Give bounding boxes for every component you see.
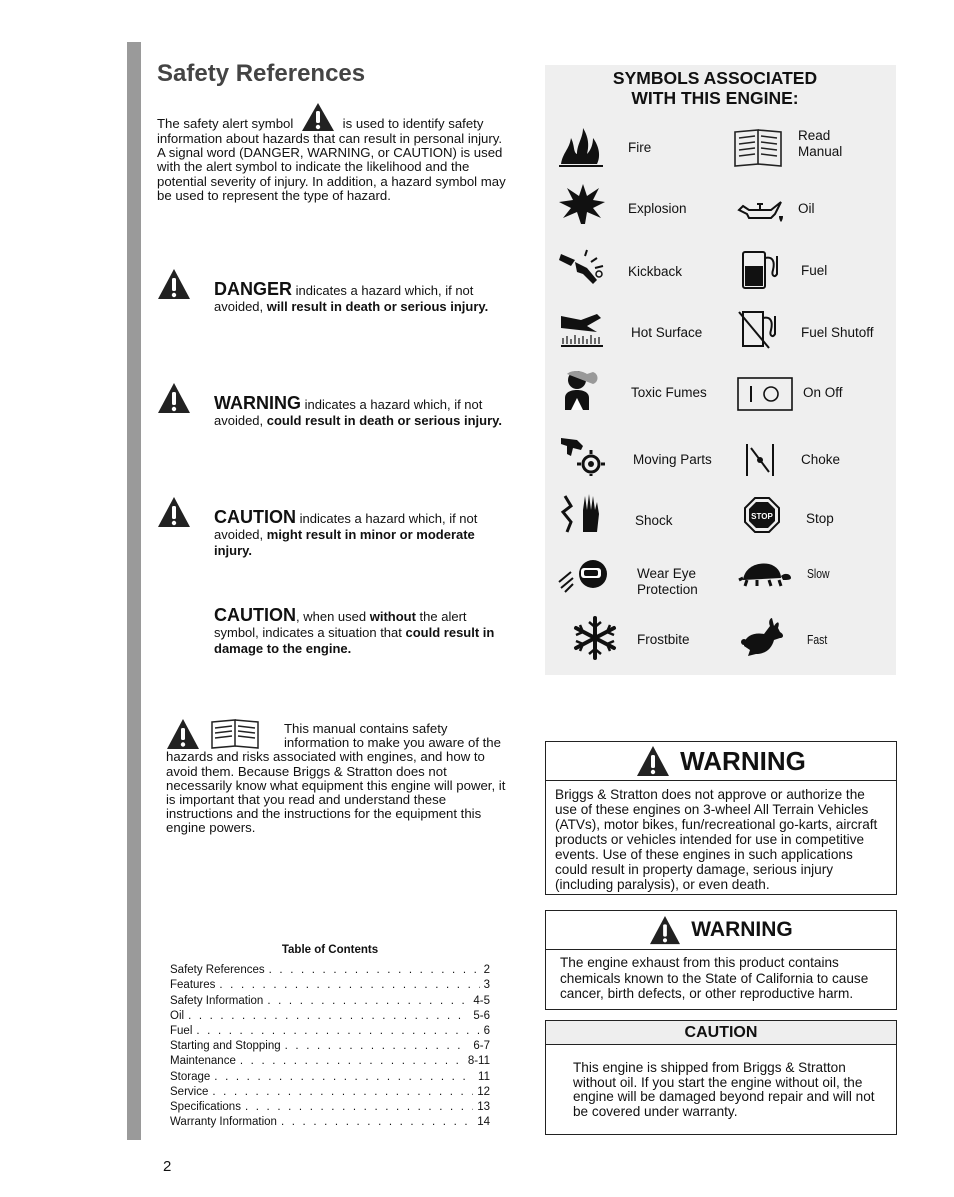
choke-icon: [735, 438, 785, 482]
alert-triangle-icon: [649, 915, 681, 945]
toc-row[interactable]: Maintenance . . . 8-11: [170, 1052, 490, 1067]
symbol-label-moving-parts: Moving Parts: [633, 452, 712, 467]
symbol-label-choke: Choke: [801, 452, 841, 467]
symbol-label-toxic-fumes: Toxic Fumes: [631, 385, 707, 400]
oil-can-icon: [735, 188, 785, 232]
symbol-label-fuel-shutoff: Fuel Shutoff: [801, 325, 874, 340]
alert-triangle-icon: [301, 102, 335, 132]
symbol-label-slow: Slow: [807, 566, 830, 581]
table-of-contents: [170, 944, 490, 1128]
toc-row[interactable]: Service . . . 12: [170, 1083, 490, 1098]
fuel-shutoff-icon: [735, 308, 785, 352]
toc-title: Table of Contents: [281, 944, 379, 956]
symbol-label-frostbite: Frostbite: [637, 632, 690, 647]
symbol-label-on-off: On Off: [803, 385, 843, 400]
rabbit-icon: [738, 616, 788, 660]
toxic-fumes-icon: [557, 368, 607, 412]
symbol-label-oil: Oil: [798, 201, 815, 216]
intro-text-after: is used to identify safety information about hazards that can result in personal injury. A signal word (DANGER, WARNING, or CAUTION) is used with the alert symbol to indicate the likelihood and the potential severity of injury. In addition, a hazard symbol may be used to represent the type of hazard.: [157, 116, 506, 203]
shock-icon: [557, 492, 607, 536]
alert-triangle-icon: [157, 496, 191, 528]
symbol-label-eye-protection: Wear Eye Protection: [637, 566, 698, 597]
toc-row[interactable]: Safety References . . . 2: [170, 961, 490, 976]
toc-row[interactable]: Warranty Information . . . 14: [170, 1113, 490, 1128]
page-title: Safety References: [157, 60, 366, 87]
toc-row[interactable]: Starting and Stopping . . . 6-7: [170, 1037, 490, 1052]
intro-text-before: The safety alert symbol: [157, 116, 294, 131]
frostbite-icon: [570, 616, 620, 660]
caution-no-symbol-definition: CAUTION, when used without the alert symbol, indicates a situation that could result in damage to the engine.: [214, 605, 495, 656]
page-number: 2: [163, 1158, 172, 1175]
warning-box-atv: [545, 741, 897, 895]
read-manual-icon: [733, 126, 783, 170]
toc-row[interactable]: Features . . . 3: [170, 976, 490, 991]
danger-definition: DANGER indicates a hazard which, if not avoided, will result in death or serious injury.: [214, 279, 489, 314]
warning-body: The engine exhaust from this product contains chemicals known to the State of California to cause cancer, birth defects, or other reproductive harm.: [560, 955, 869, 1002]
on-off-icon: [737, 372, 793, 416]
symbol-label-fuel: Fuel: [801, 263, 828, 278]
manual-note: This manual contains safety information to make you aware of the hazards and risks associated with engines, and how to avoid them. Because Briggs & Stratton does not necessarily know what equipment this engine will power, it is important that you read and understand these instructions and the instructions for the equipment this engine powers.: [166, 721, 506, 836]
warning-box-exhaust: [545, 910, 897, 1010]
warning-box-header: [546, 911, 896, 950]
svg-text:STOP: STOP: [751, 512, 773, 521]
toc-row[interactable]: Storage . . . 11: [170, 1067, 490, 1082]
symbol-label-stop: Stop: [806, 511, 834, 526]
toc-row[interactable]: Specifications . . . 13: [170, 1098, 490, 1113]
fire-icon: [557, 124, 607, 168]
warning-definition: WARNING indicates a hazard which, if not avoided, could result in death or serious injury.: [214, 393, 503, 428]
stop-sign-icon: [737, 494, 787, 538]
warning-heading: WARNING: [680, 745, 806, 776]
alert-triangle-icon: [636, 745, 670, 777]
caution-heading: CAUTION: [546, 1021, 896, 1045]
alert-triangle-icon: [157, 268, 191, 300]
caution-body: This engine is shipped from Briggs & Stratton without oil. If you start the engine without oil, the engine will be damaged beyond repair and will not be covered under warranty.: [573, 1060, 875, 1119]
eye-protection-icon: [557, 552, 607, 596]
symbol-label-read-manual: Read Manual: [798, 128, 843, 159]
toc-row[interactable]: Fuel . . . 6: [170, 1022, 490, 1037]
symbol-label-fast: Fast: [807, 632, 828, 647]
explosion-icon: [557, 182, 607, 226]
toc-row[interactable]: Oil . . . 5-6: [170, 1007, 490, 1022]
symbol-label-shock: Shock: [635, 513, 673, 528]
page-edge-bar: [127, 42, 141, 1140]
symbol-label-fire: Fire: [628, 140, 652, 155]
kickback-icon: [557, 248, 607, 292]
symbol-label-kickback: Kickback: [628, 264, 683, 279]
turtle-icon: [737, 552, 793, 596]
symbols-title: SYMBOLS ASSOCIATED WITH THIS ENGINE:: [612, 68, 818, 108]
caution-box-oil: [545, 1020, 897, 1135]
moving-parts-icon: [557, 432, 607, 476]
fuel-pump-icon: [735, 248, 785, 292]
hot-surface-icon: [557, 308, 607, 352]
caution-definition: CAUTION indicates a hazard which, if not avoided, might result in minor or moderate injury.: [214, 507, 478, 558]
symbol-label-explosion: Explosion: [628, 201, 687, 216]
symbol-label-hot-surface: Hot Surface: [631, 325, 703, 340]
intro-paragraph: [157, 102, 512, 203]
toc-row[interactable]: Safety Information . . . 4-5: [170, 991, 490, 1006]
warning-heading: WARNING: [691, 918, 793, 941]
warning-box-header: [546, 742, 896, 781]
warning-body: Briggs & Stratton does not approve or authorize the use of these engines on 3-wheel All Terrain Vehicles (ATVs), motor bikes, fun/recreational go-karts, aircraft products or vehicles intended for use in competitive events. Use of these engines in such applications could result in property damage, serious injury (including paralysis), or even death.: [555, 787, 878, 892]
alert-triangle-icon: [157, 382, 191, 414]
